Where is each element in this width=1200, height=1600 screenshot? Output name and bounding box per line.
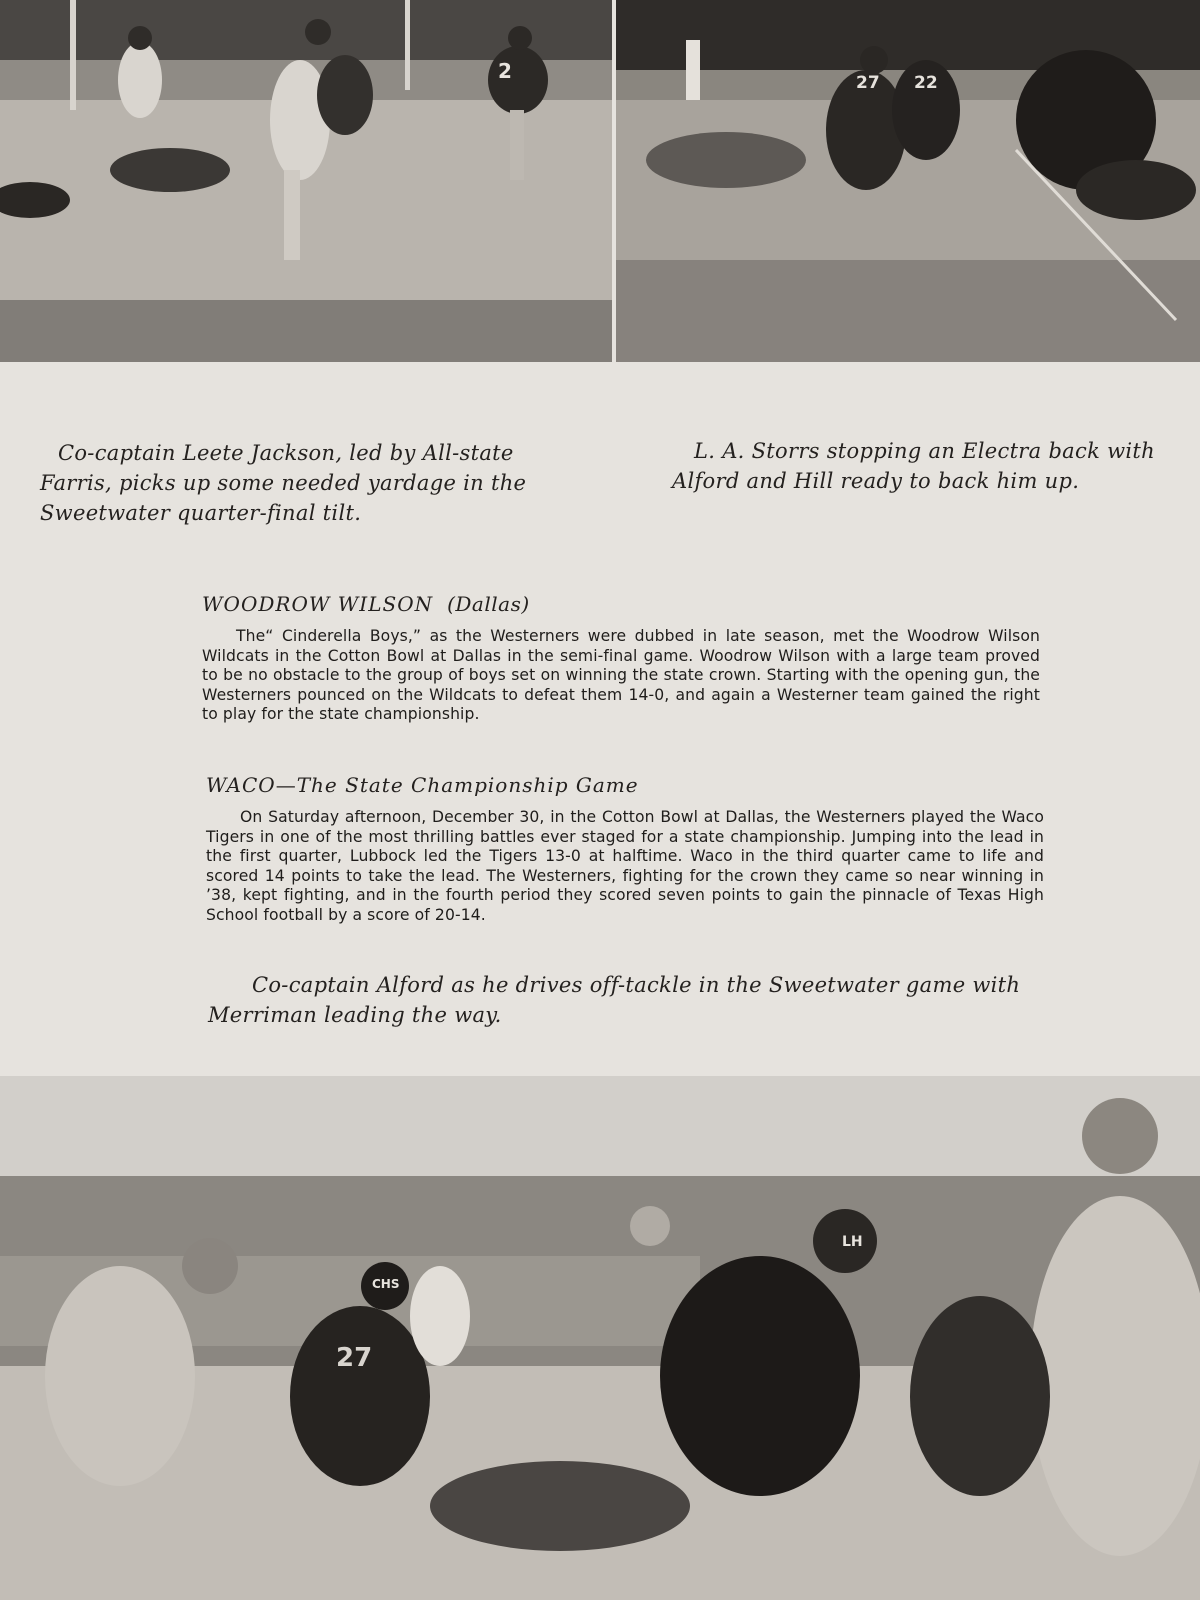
photo-bottom — [0, 1076, 1200, 1600]
helmet-letters-left: CHS — [372, 1277, 400, 1291]
photo-top-left — [0, 0, 612, 362]
jersey-number-1: 27 — [856, 73, 880, 93]
section-body-waco: On Saturday afternoon, December 30, in the Cotton Bowl at Dallas, the Westerners played the Waco Tigers in one of the most thrilling battles ever staged for a state championship. Jumping into the lead in the first quarter, Lubbock led the Tigers 13-0 at halftime. Waco in the third quarter came to life and scored 14 points to take the lead. The Westerners, fighting for the crown they came so near winning in ’38, kept fighting, and in the fourth period they scored seven points to gain the pinnacle of Texas High School football by a score of 20-14. — [206, 808, 1044, 924]
helmet-letters-right: LH — [842, 1234, 863, 1250]
jersey-number: 27 — [336, 1343, 373, 1373]
football-action-photo — [0, 0, 612, 362]
football-off-tackle-photo — [0, 1076, 1200, 1600]
heading-dash: — — [275, 773, 297, 797]
section-subtitle: (Dallas) — [447, 592, 530, 616]
section-body-woodrow: The“ Cinderella Boys,” as the Westerners were dubbed in late season, met the Woodrow Wilson Wildcats in the Cotton Bowl at Dallas in the semi-final game. Woodrow Wilson with a large team proved to be no obstacle to the group of boys set on winning the state crown. Starting with the opening gun, the Westerners pounced on the Wildcats to defeat them 14-0, and again a Westerner team gained the right to play for the state championship. — [202, 627, 1040, 723]
section-title: WACO — [206, 773, 276, 797]
section-heading-woodrow — [202, 592, 530, 616]
caption-top-right: L. A. Storrs stopping an Electra back with Alford and Hill ready to back him up. — [672, 439, 1155, 493]
section-heading-waco — [206, 773, 639, 797]
jersey-number-2: 22 — [914, 73, 938, 93]
football-tackle-photo — [616, 0, 1200, 362]
section-subtitle: The State Championship Game — [296, 773, 639, 797]
jersey-number: 2 — [498, 59, 512, 83]
photo-top-right — [616, 0, 1200, 362]
caption-bottom: Co-captain Alford as he drives off-tackle in the Sweetwater game with Merriman leading the way. — [208, 973, 1021, 1027]
caption-top-left: Co-captain Leete Jackson, led by All-state Farris, picks up some needed yardage in the Sweetwater quarter-final tilt. — [40, 441, 527, 525]
section-title: WOODROW WILSON — [202, 592, 434, 616]
